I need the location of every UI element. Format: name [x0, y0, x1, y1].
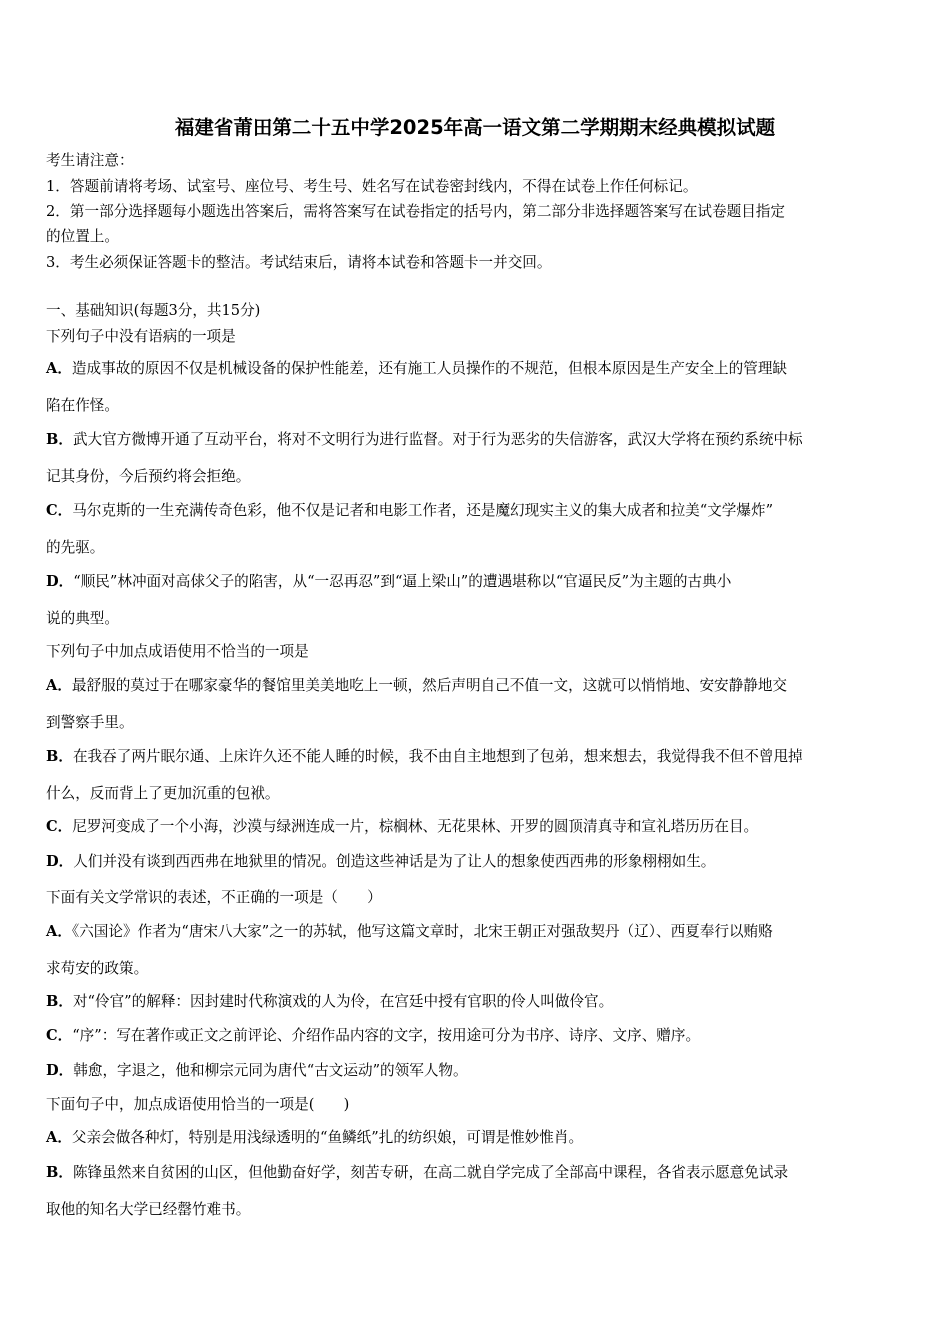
q2-option-b-cont: 什么，反而背上了更加沉重的包袱。 [46, 785, 280, 802]
question-2-stem: 下列句子中加点成语使用不恰当的一项是 [46, 643, 309, 660]
q2-option-d [46, 853, 715, 871]
option-text: 尼罗河变成了一个小海，沙漠与绿洲连成一片，棕榈林、无花果林、开罗的圆顶清真寺和宣礼塔历历在目。 [72, 818, 759, 835]
option-text: “序”：写在著作或正文之前评论、介绍作品内容的文字，按用途可分为书序、诗序、文序、赠序。 [72, 1027, 701, 1044]
question-1-stem: 下列句子中没有语病的一项是 [46, 328, 236, 345]
option-text: 《六国论》作者为“唐宋八大家”之一的苏轼，他写这篇文章时，北宋王朝正对强敌契丹（辽）、西夏奉行以贿赂 [71, 923, 773, 940]
option-text: 马尔克斯的一生充满传奇色彩，他不仅是记者和电影工作者，还是魔幻现实主义的集大成者和拉美“文学爆炸” [72, 502, 774, 519]
page-title: 福建省莆田第二十五中学2025年高一语文第二学期期末经典模拟试题 [174, 116, 776, 139]
option-label: A． [46, 360, 72, 377]
option-text: 在我吞了两片眠尔通、上床许久还不能人睡的时候，我不由自主地想到了包弟，想来想去，我觉得我不但不曾甩掉 [72, 748, 803, 765]
option-text: 造成事故的原因不仅是机械设备的保护性能差，还有施工人员操作的不规范，但根本原因是生产安全上的管理缺 [71, 360, 788, 377]
option-label: C． [46, 818, 73, 835]
option-text: 武大官方微博开通了互动平台，将对不文明行为进行监督。对于行为恶劣的失信游客，武汉大学将在预约系统中标 [72, 431, 803, 448]
q2-option-a [46, 677, 787, 695]
q3-option-b [46, 993, 613, 1011]
option-text: 父亲会做各种灯，特别是用浅绿透明的“鱼鳞纸”扎的纺织娘，可谓是惟妙惟肖。 [71, 1129, 584, 1146]
q2-option-a-cont: 到警察手里。 [46, 714, 134, 731]
q3-option-c [46, 1027, 700, 1045]
q1-option-d [46, 573, 731, 591]
option-label: D． [46, 853, 74, 870]
q3-option-d [46, 1062, 468, 1080]
notice-item-2-cont: 的位置上。 [46, 228, 119, 245]
question-3-stem: 下面有关文学常识的表述，不正确的一项是（ ） [46, 889, 382, 906]
q3-option-a-cont: 求苟安的政策。 [46, 960, 149, 977]
q1-option-c-cont: 的先驱。 [46, 539, 105, 556]
notice-item-3: 3．考生必须保证答题卡的整洁。考试结束后，请将本试卷和答题卡一并交回。 [46, 254, 552, 271]
q1-option-a-cont: 陷在作怪。 [46, 397, 119, 414]
option-text: 陈锋虽然来自贫困的山区，但他勤奋好学，刻苦专研，在高二就自学完成了全部高中课程，各省表示愿意免试录 [72, 1164, 789, 1181]
option-text: “顺民”林冲面对高俅父子的陷害，从“一忍再忍”到“逼上梁山”的遭遇堪称以“官逼民反”为主题的古典小 [73, 573, 732, 590]
q1-option-c [46, 502, 773, 520]
q1-option-a [46, 360, 787, 378]
notice-item-1: 1．答题前请将考场、试室号、座位号、考生号、姓名写在试卷密封线内，不得在试卷上作任何标记。 [46, 178, 698, 195]
q4-option-a [46, 1129, 583, 1147]
question-4-stem: 下面句子中，加点成语使用恰当的一项是( ) [46, 1096, 350, 1113]
option-label: A． [46, 1129, 72, 1146]
q4-option-b [46, 1164, 788, 1182]
q2-option-b [46, 748, 803, 766]
q2-option-c [46, 818, 758, 836]
q4-option-b-cont: 取他的知名大学已经罄竹难书。 [46, 1201, 251, 1218]
notice-item-2: 2．第一部分选择题每小题选出答案后，需将答案写在试卷指定的括号内，第二部分非选择题答案写在试卷题目指定 [46, 203, 785, 220]
option-label: D． [46, 1062, 74, 1079]
option-label: B． [46, 748, 73, 765]
q1-option-b [46, 431, 803, 449]
notice-heading: 考生请注意： [46, 152, 134, 169]
q1-option-b-cont: 记其身份，今后预约将会拒绝。 [46, 468, 251, 485]
q3-option-a [46, 923, 773, 941]
section-heading: 一、基础知识(每题3分，共15分) [46, 302, 261, 319]
option-label: B． [46, 1164, 73, 1181]
option-label: B． [46, 993, 73, 1010]
option-text: 韩愈，字退之，他和柳宗元同为唐代“古文运动”的领军人物。 [73, 1062, 468, 1079]
option-label: C． [46, 502, 73, 519]
option-label: A． [46, 923, 72, 940]
option-label: B． [46, 431, 73, 448]
option-label: A． [46, 677, 72, 694]
option-text: 最舒服的莫过于在哪家豪华的餐馆里美美地吃上一顿，然后声明自己不值一文，这就可以悄悄地、安安静静地交 [71, 677, 788, 694]
option-text: 对“伶官”的解释：因封建时代称演戏的人为伶，在宫廷中授有官职的伶人叫做伶官。 [72, 993, 614, 1010]
option-label: D． [46, 573, 74, 590]
option-text: 人们并没有谈到西西弗在地狱里的情况。创造这些神话是为了让人的想象使西西弗的形象栩栩如生。 [73, 853, 716, 870]
option-label: C． [46, 1027, 73, 1044]
q1-option-d-cont: 说的典型。 [46, 610, 119, 627]
